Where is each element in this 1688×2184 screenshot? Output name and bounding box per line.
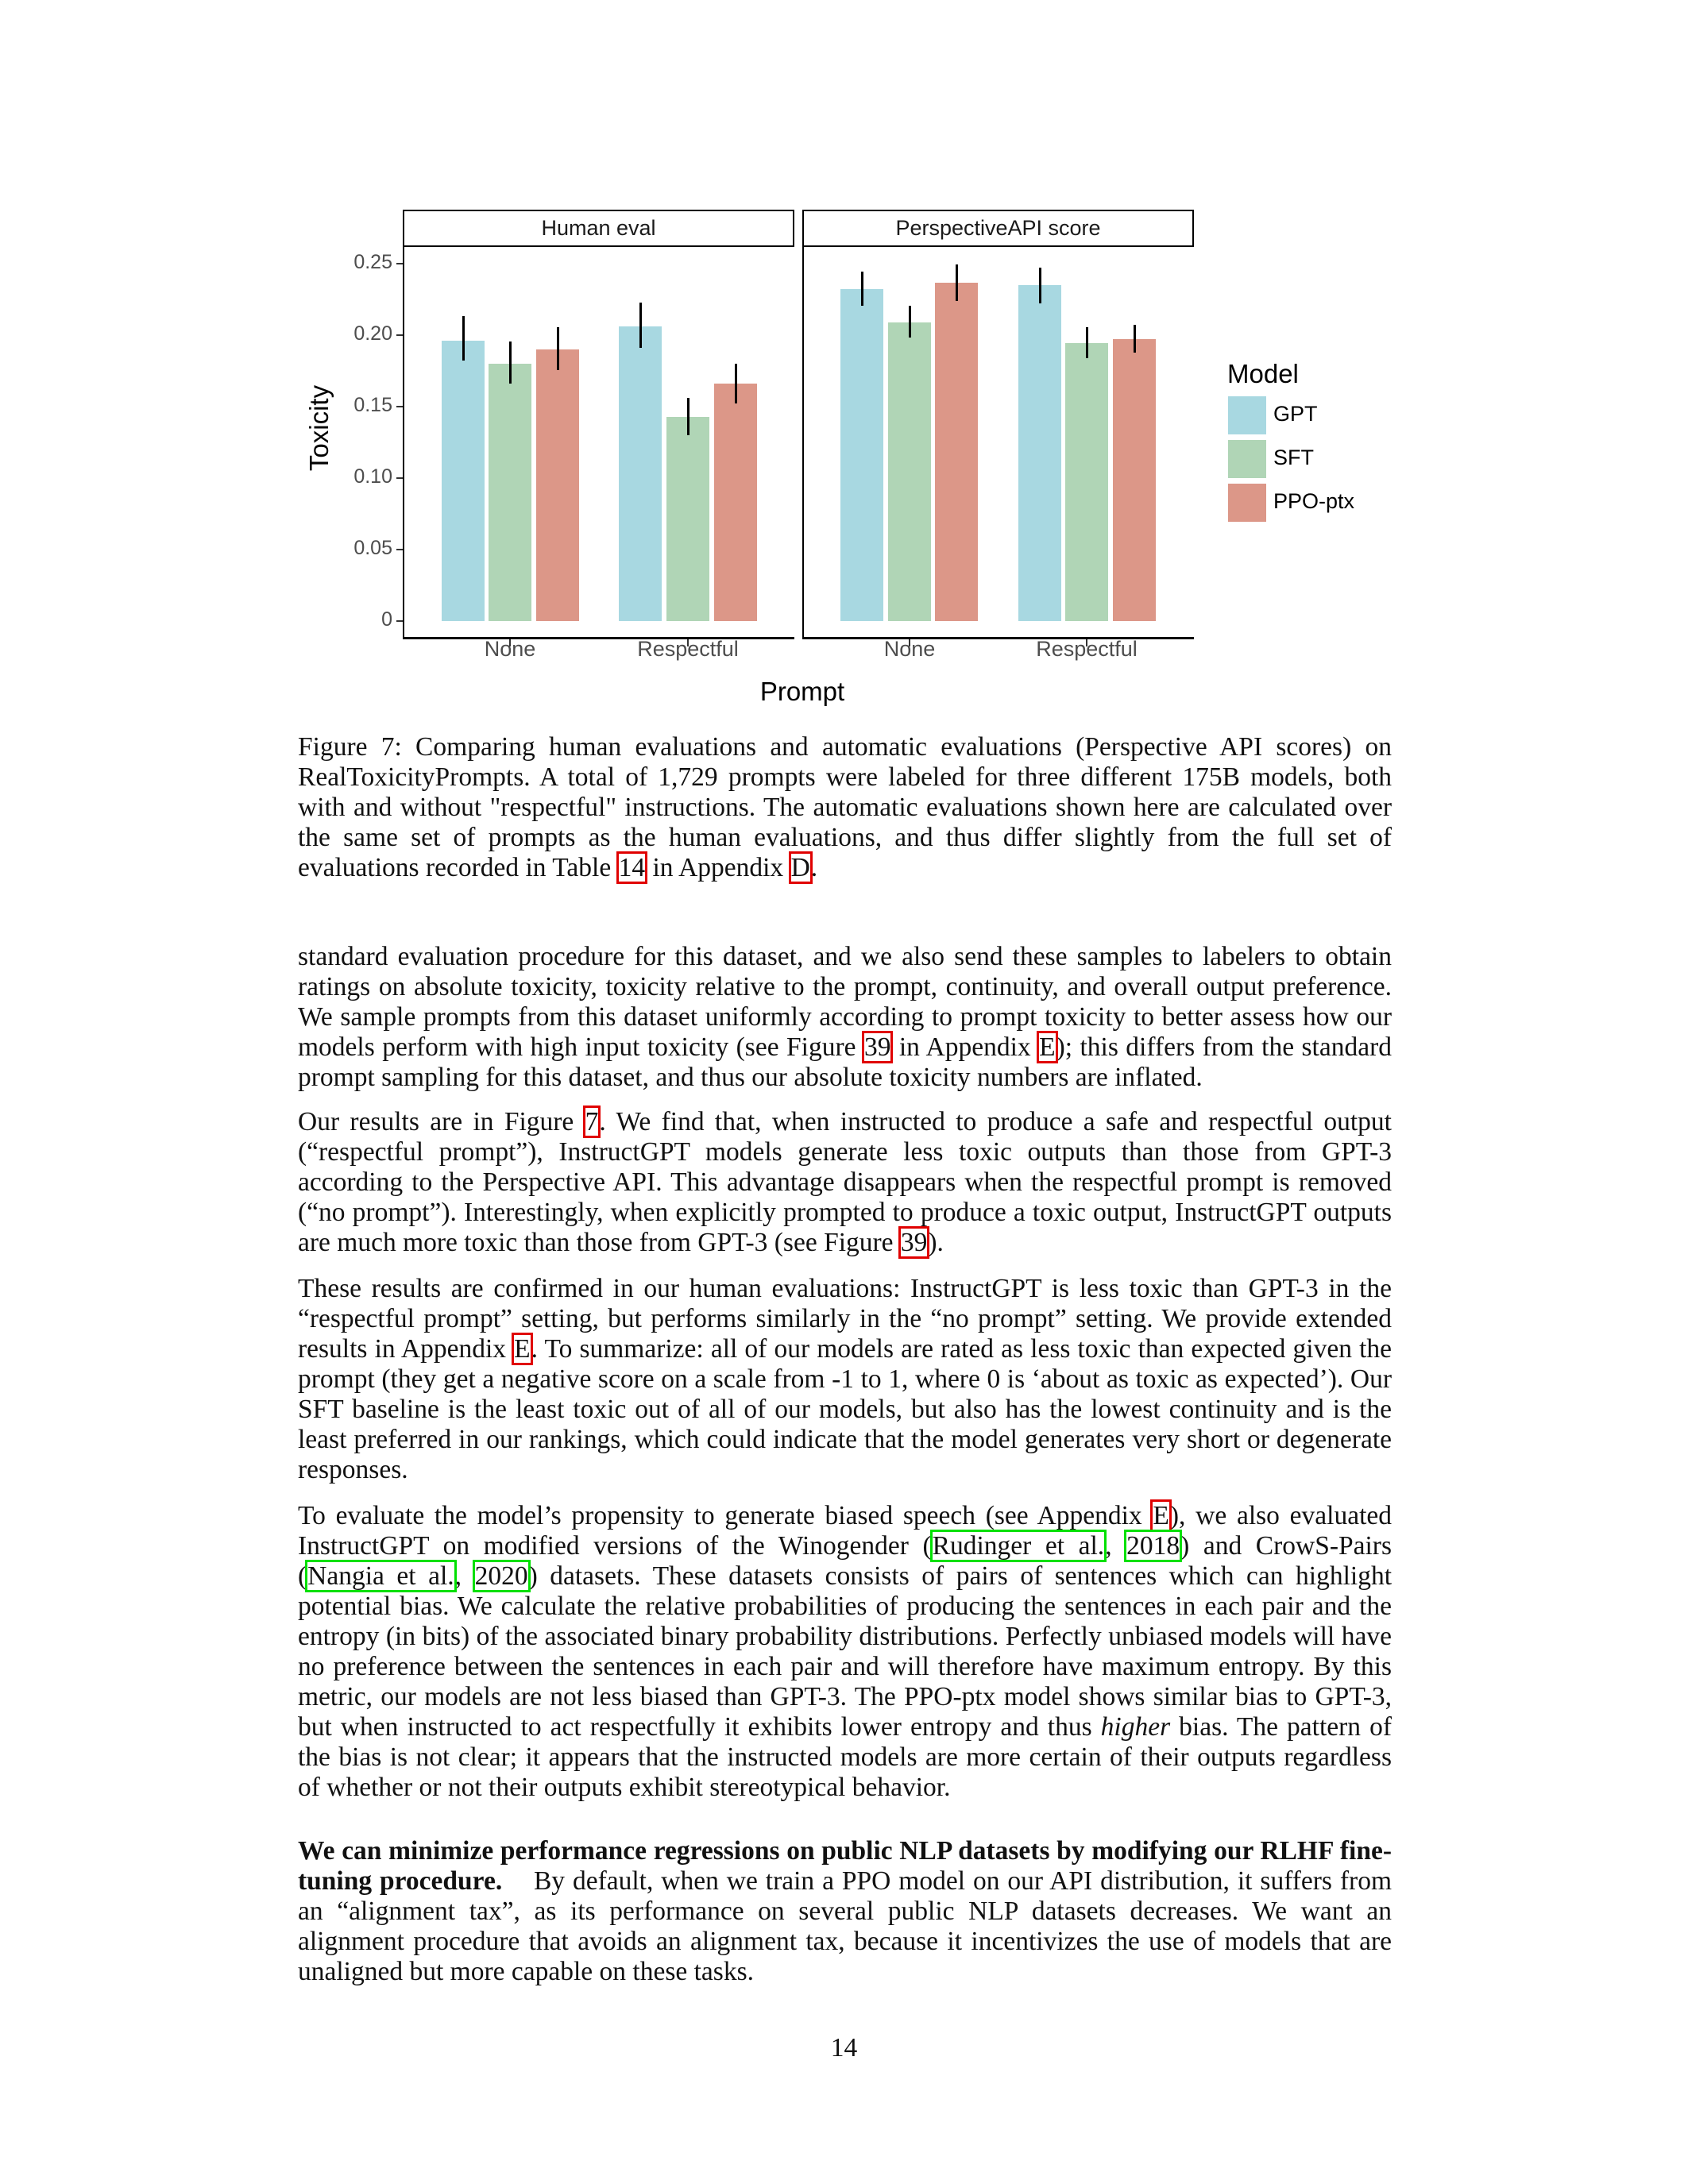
figure-caption xyxy=(298,732,1392,883)
caption-text: Figure 7: Comparing human evaluations and automatic evaluations (Perspective API scores) on RealToxicityPrompts. A total of 1,729 prompts were labeled for three different 175B models, both with and without "respectful" instructions. The automatic evaluations shown here are calculated over the same set of prompts as the human evaluations, and thus differ slightly from the full set of evaluations recorded in Table xyxy=(298,732,1392,882)
paragraph-text: ) datasets. These datasets consists of pairs of sentences which can highlight potential bias. We calculate the relative probabilities of producing the sentences in each pair and the entropy (in bits) of the associated binary probability distributions. Perfectly unbiased models will have no preference between the sentences in each pair and will therefore have maximum entropy. By this metric, our models are not less biased than GPT-3. The PPO-ptx model shows similar bias to GPT-3, but when instructed to act respectfully it exhibits lower entropy and thus xyxy=(298,1561,1393,1742)
error-bar xyxy=(639,303,642,348)
y-axis-line xyxy=(802,247,804,639)
paragraph-text: . We find that, when instructed to produce a safe and respectful output (“respectful prompt”), InstructGPT models generate less toxic outputs than those from GPT-3 according to the Perspective API. This advantage disappears when the respectful prompt is removed (“no prompt”). Interestingly, when explicitly prompted to produce a toxic output, InstructGPT outputs are much more toxic than those from GPT-3 (see Figure xyxy=(298,1107,1392,1257)
paragraph-text: . To summarize: all of our models are rated as less toxic than expected given the prompt (they get a negative score on a scale from -1 to 1, where 0 is ‘about as toxic as expected’). Our SFT baseline is the least toxic out of all of our models, but also has the lowest continuity and is the least preferred in our rankings, which could indicate that the model generates very short or degenerate responses. xyxy=(298,1334,1392,1484)
body-paragraph-3 xyxy=(298,1274,1392,1485)
error-bar xyxy=(1039,268,1041,303)
bar-gpt-none xyxy=(442,341,485,621)
bar-ppo-ptx-respectful xyxy=(714,384,757,621)
body-paragraph-1 xyxy=(298,942,1392,1093)
legend-swatch-ppo-ptx xyxy=(1228,484,1266,522)
table-ref-link[interactable]: 14 xyxy=(618,853,646,882)
caption-text: in Appendix xyxy=(646,853,790,882)
body-paragraph-2 xyxy=(298,1107,1392,1258)
bar-sft-respectful xyxy=(1065,343,1108,621)
bar-sft-none xyxy=(489,364,531,621)
legend-item-gpt xyxy=(1227,392,1386,436)
appendix-ref-link[interactable]: E xyxy=(1039,1032,1056,1062)
y-axis-title: Toxicity xyxy=(304,384,334,472)
panel-title-human-eval: Human eval xyxy=(403,210,794,247)
plot-area xyxy=(802,247,1194,639)
paragraph-text: These results are confirmed in our human evaluations: InstructGPT is less toxic than GPT-3 in the “respectful prompt” setting, but performs similarly in the “no prompt” setting. We provide extended results in Appendix xyxy=(298,1274,1392,1364)
paragraph-text: in Appendix xyxy=(891,1032,1039,1062)
paragraph-text: Our results are in Figure xyxy=(298,1107,585,1136)
y-tick xyxy=(396,263,403,264)
error-bar xyxy=(735,364,737,403)
citation-link-nangia[interactable]: Nangia et al. xyxy=(307,1561,454,1591)
y-tick-label: 0.10 xyxy=(353,465,392,488)
bar-sft-respectful xyxy=(666,417,709,621)
y-tick xyxy=(396,477,403,479)
y-tick xyxy=(396,549,403,550)
x-axis-title: Prompt xyxy=(759,677,845,706)
legend-label: PPO-ptx xyxy=(1273,489,1355,513)
appendix-ref-link[interactable]: E xyxy=(1153,1501,1169,1530)
error-bar xyxy=(956,264,958,301)
legend-item-ppo-ptx xyxy=(1227,480,1386,523)
legend-title: Model xyxy=(1227,359,1299,388)
paragraph-text: standard evaluation procedure for this dataset, and we also send these samples to labelers to obtain ratings on absolute toxicity, toxicity relative to the prompt, continuity, and overall output preference. We sample prompts from this dataset uniformly according to prompt toxicity to better assess how our models perform with high input toxicity (see Figure xyxy=(298,942,1392,1062)
bar-ppo-ptx-none xyxy=(536,349,579,621)
panel-perspectiveapi-score xyxy=(802,210,1194,661)
bar-gpt-none xyxy=(840,289,883,621)
citation-year-link[interactable]: 2020 xyxy=(474,1561,528,1591)
y-tick-label: 0.05 xyxy=(353,537,392,559)
bar-gpt-respectful xyxy=(1018,285,1061,621)
appendix-ref-link[interactable]: D xyxy=(790,853,810,882)
error-bar xyxy=(909,306,911,338)
figure-ref-link[interactable]: 7 xyxy=(585,1107,599,1136)
bar-sft-none xyxy=(888,322,931,621)
y-tick xyxy=(396,406,403,407)
body-paragraph-5 xyxy=(298,1836,1392,1987)
paragraph-heading: We can minimize performance regressions on public NLP datasets by modifying our RLHF fine-tuning procedure. xyxy=(298,1836,1392,1896)
error-bar xyxy=(861,272,863,306)
body-paragraph-4 xyxy=(298,1501,1392,1803)
paragraph-text: ); this differs from the standard prompt sampling for this dataset, and thus our absolute toxicity numbers are inflated. xyxy=(298,1032,1392,1092)
page-number: 14 xyxy=(830,2033,858,2062)
error-bar xyxy=(509,341,512,384)
paragraph-text: ), we also evaluated InstructGPT on modified versions of the Winogender ( xyxy=(298,1501,1392,1561)
bar-gpt-respectful xyxy=(619,326,662,621)
paragraph-text: ) and CrowS-Pairs ( xyxy=(298,1531,1392,1591)
x-tick-label-none: None xyxy=(484,637,536,661)
bar-ppo-ptx-respectful xyxy=(1113,339,1156,621)
y-tick-label: 0.20 xyxy=(353,322,392,345)
figure-ref-link[interactable]: 39 xyxy=(863,1032,891,1062)
plot-area xyxy=(403,247,794,639)
x-tick-label-respectful: Respectful xyxy=(1036,637,1138,661)
legend-swatch-gpt xyxy=(1228,396,1266,434)
y-tick xyxy=(396,620,403,622)
citation-link-rudinger[interactable]: Rudinger et al. xyxy=(932,1531,1105,1561)
figure-7-chart xyxy=(0,0,1688,715)
citation-year-link[interactable]: 2018 xyxy=(1126,1531,1180,1561)
x-tick-label-respectful: Respectful xyxy=(637,637,739,661)
y-tick xyxy=(396,334,403,336)
error-bar xyxy=(1086,327,1088,358)
error-bar xyxy=(687,398,689,435)
paragraph-text: ). xyxy=(928,1228,944,1257)
paragraph-text: , xyxy=(454,1561,474,1591)
legend-label: SFT xyxy=(1273,446,1314,469)
paragraph-text: , xyxy=(1105,1531,1126,1561)
chart-legend xyxy=(1227,356,1386,523)
legend-label: GPT xyxy=(1273,402,1318,426)
y-axis-line xyxy=(403,247,404,639)
x-tick-label-none: None xyxy=(883,637,936,661)
caption-text: . xyxy=(810,853,818,882)
legend-item-sft xyxy=(1227,436,1386,480)
paragraph-text: To evaluate the model’s propensity to generate biased speech (see Appendix xyxy=(298,1501,1153,1530)
error-bar xyxy=(1134,325,1136,353)
y-tick-label: 0.25 xyxy=(353,251,392,273)
paragraph-text: bias. The pattern of the bias is not clear; it appears that the instructed models are more certain of their outputs regardless of whether or not their outputs exhibit stereotypical behavior. xyxy=(298,1712,1392,1802)
error-bar xyxy=(462,316,465,361)
figure-ref-link[interactable]: 39 xyxy=(900,1228,928,1257)
legend-swatch-sft xyxy=(1228,440,1266,478)
error-bar xyxy=(557,327,559,370)
paragraph-text: By default, when we train a PPO model on our API distribution, it suffers from an “alignment tax”, as its performance on several public NLP datasets decreases. We want an alignment procedure that avoids an alignment tax, because it incentivizes the use of models that are unaligned but more capable on these tasks. xyxy=(298,1866,1393,1986)
panel-title-perspectiveapi: PerspectiveAPI score xyxy=(802,210,1194,247)
y-tick-label: 0.15 xyxy=(353,394,392,416)
y-tick-label: 0 xyxy=(381,608,392,631)
appendix-ref-link[interactable]: E xyxy=(514,1334,531,1364)
emphasized-text: higher xyxy=(1100,1712,1171,1742)
bar-ppo-ptx-none xyxy=(935,283,978,621)
panel-human-eval xyxy=(403,210,794,661)
